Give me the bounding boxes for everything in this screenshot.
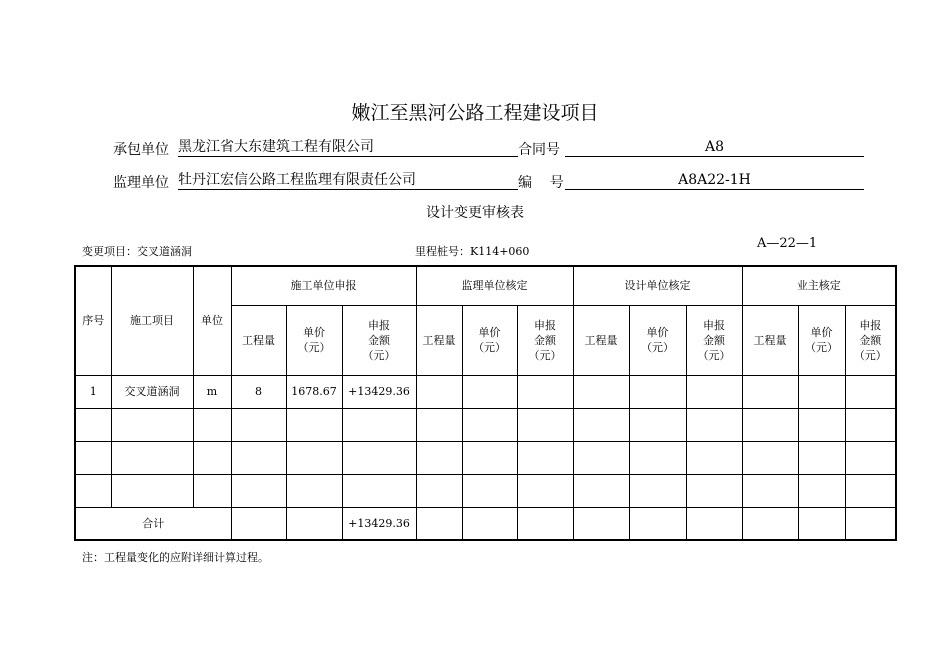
table-row-empty: [75, 441, 896, 474]
cell-unit: m: [193, 375, 231, 408]
cell-seq: 1: [75, 375, 111, 408]
contract-no-field: [565, 138, 864, 157]
table-row: [75, 375, 896, 408]
table-header-row-1: [75, 266, 896, 305]
cell-item: 交叉道涵洞: [111, 375, 193, 408]
cell-price: 1678.67: [286, 375, 342, 408]
form-subtitle: 设计变更审核表: [426, 205, 524, 221]
footnote: 注：工程量变化的应附详细计算过程。: [82, 551, 269, 564]
sub-amount: 申报 金额 （元）: [342, 305, 416, 375]
total-label: 合计: [75, 507, 231, 540]
table-total-row: [75, 507, 896, 540]
sub-amount: 申报 金额 （元）: [517, 305, 573, 375]
document-title: 嫩江至黑河公路工程建设项目: [351, 102, 599, 124]
sub-amount: 申报 金额 （元）: [686, 305, 742, 375]
cell-amount: +13429.36: [342, 375, 416, 408]
sub-price: 单价 （元）: [629, 305, 686, 375]
cell-qty: 8: [231, 375, 286, 408]
sub-qty: 工程量: [573, 305, 629, 375]
table-row-empty: [75, 408, 896, 441]
sub-qty: 工程量: [742, 305, 798, 375]
sub-qty: 工程量: [416, 305, 462, 375]
change-item: 变更项目：交叉道涵洞: [82, 245, 192, 258]
form-code: A—22—1: [757, 236, 818, 251]
header-group-supervisor: 监理单位核定: [416, 266, 573, 305]
sub-price: 单价 （元）: [462, 305, 517, 375]
contract-no-value: A8: [704, 139, 725, 155]
audit-table: [74, 265, 897, 541]
supervisor-field: [178, 171, 518, 190]
mileage: 里程桩号：K114+060: [415, 245, 530, 258]
supervisor-value: 牡丹江宏信公路工程监理有限责任公司: [178, 172, 416, 188]
serial-label: 编 号: [518, 175, 564, 191]
header-seq: 序号: [75, 266, 111, 375]
serial-field: [565, 171, 864, 190]
contractor-label: 承包单位: [113, 142, 169, 158]
total-amount: +13429.36: [342, 507, 416, 540]
contractor-field: [178, 138, 518, 157]
sub-price: 单价 （元）: [798, 305, 845, 375]
sub-price: 单价 （元）: [286, 305, 342, 375]
contractor-value: 黑龙江省大东建筑工程有限公司: [178, 139, 374, 155]
table-row-empty: [75, 474, 896, 507]
header-group-owner: 业主核定: [742, 266, 896, 305]
header-group-contractor: 施工单位申报: [231, 266, 416, 305]
header-unit: 单位: [193, 266, 231, 375]
header-item: 施工项目: [111, 266, 193, 375]
supervisor-label: 监理单位: [113, 175, 169, 191]
contract-no-label: 合同号: [518, 142, 560, 158]
sub-qty: 工程量: [231, 305, 286, 375]
header-group-designer: 设计单位核定: [573, 266, 742, 305]
sub-amount: 申报 金额 （元）: [845, 305, 896, 375]
serial-value: A8A22-1H: [678, 172, 751, 188]
